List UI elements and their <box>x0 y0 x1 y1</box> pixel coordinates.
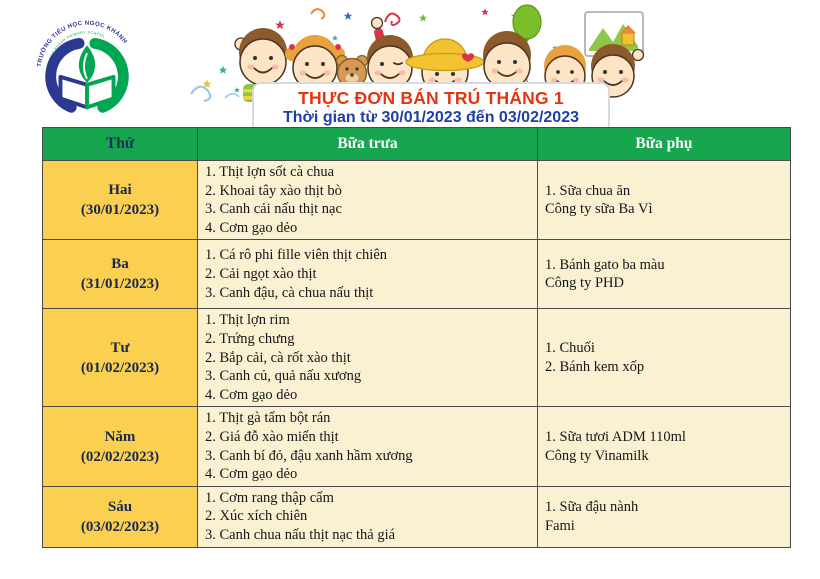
logo-arc-subtext: NGOC KHANH PRIMARY SCHOOL <box>47 30 107 64</box>
column-header-snack: Bữa phụ <box>538 128 791 161</box>
day-name: Sáu <box>107 498 133 515</box>
menu-item: 3. Canh chua nấu thịt nạc thả giá <box>205 526 396 543</box>
snack-cell <box>538 309 791 407</box>
day-name: Ba <box>111 256 129 273</box>
day-name: Tư <box>110 339 130 356</box>
day-cell <box>43 309 198 407</box>
menu-item: 1. Sữa tươi ADM 110ml <box>545 428 686 445</box>
table-row <box>43 240 791 309</box>
menu-item: 1. Thịt gà tẩm bột rán <box>205 410 331 427</box>
menu-item: 4. Cơm gạo dẻo <box>205 466 298 483</box>
menu-item: 2. Xúc xích chiên <box>205 508 308 525</box>
school-logo <box>28 8 146 126</box>
title-banner <box>252 82 610 133</box>
day-cell <box>43 240 198 309</box>
menu-item: 4. Cơm gạo dẻo <box>205 386 298 403</box>
menu-item: 1. Sữa đậu nành <box>545 499 639 516</box>
day-date: (02/02/2023) <box>80 448 160 465</box>
table-row <box>43 309 791 407</box>
menu-item: Công ty sữa Ba Vì <box>545 201 653 218</box>
child-winking-boy <box>367 18 413 91</box>
day-cell <box>43 407 198 486</box>
snack-cell <box>538 240 791 309</box>
page-title: THỰC ĐƠN BÁN TRÚ THÁNG 1 <box>298 87 564 108</box>
menu-item: 1. Thịt lợn rim <box>205 312 290 329</box>
menu-item: 3. Canh đậu, cà chua nấu thịt <box>205 284 374 301</box>
menu-item: 1. Cơm rang thập cẩm <box>205 489 334 506</box>
day-cell <box>43 486 198 547</box>
column-header-day: Thứ <box>43 128 198 161</box>
table-row <box>43 407 791 486</box>
menu-item: 3. Canh bí đỏ, đậu xanh hầm xương <box>205 447 413 464</box>
day-name: Năm <box>104 428 136 445</box>
day-date: (30/01/2023) <box>80 202 160 219</box>
snack-cell <box>538 486 791 547</box>
lunch-cell <box>198 240 538 309</box>
table-row <box>43 486 791 547</box>
snack-cell <box>538 161 791 240</box>
menu-item: 2. Khoai tây xào thịt bò <box>205 182 342 199</box>
menu-item: Công ty Vinamilk <box>545 447 649 464</box>
menu-item: 4. Cơm gạo dẻo <box>205 219 298 236</box>
day-date: (01/02/2023) <box>80 359 160 376</box>
lunch-cell <box>198 407 538 486</box>
lunch-cell <box>198 161 538 240</box>
menu-item: Fami <box>545 517 575 534</box>
snack-cell <box>538 407 791 486</box>
menu-item: 1. Sữa chua ăn <box>545 182 631 199</box>
menu-table <box>42 127 791 548</box>
header-row <box>43 128 791 161</box>
lunch-cell <box>198 309 538 407</box>
day-cell <box>43 161 198 240</box>
column-header-lunch: Bữa trưa <box>198 128 538 161</box>
logo-arc-text: TRƯỜNG TIỂU HỌC NGỌC KHÁNH <box>35 19 129 68</box>
day-date: (03/02/2023) <box>80 518 160 535</box>
menu-item: 1. Bánh gato ba màu <box>545 256 665 273</box>
menu-item: 3. Canh cải nấu thịt nạc <box>205 201 342 218</box>
day-date: (31/01/2023) <box>80 276 160 293</box>
menu-item: 3. Canh củ, quả nấu xương <box>205 368 362 385</box>
date-range-subtitle: Thời gian từ 30/01/2023 đến 03/02/2023 <box>283 108 579 126</box>
menu-item: 2. Bắp cải, cà rốt xào thịt <box>205 349 351 366</box>
menu-item: 1. Chuối <box>545 340 595 357</box>
menu-item: 2. Trứng chưng <box>205 330 295 347</box>
menu-item: 1. Cá rô phi fille viên thịt chiên <box>205 247 388 264</box>
child-brown-hair-boy <box>483 31 531 89</box>
lunch-cell <box>198 486 538 547</box>
day-name: Hai <box>108 182 132 199</box>
menu-item: 2. Bánh kem xốp <box>545 358 645 375</box>
menu-item: Công ty PHD <box>545 275 624 292</box>
menu-item: 1. Thịt lợn sốt cà chua <box>205 164 335 180</box>
menu-item: 2. Giá đỗ xào miến thịt <box>205 428 339 445</box>
menu-item: 2. Cải ngọt xào thịt <box>205 266 317 283</box>
table-row <box>43 161 791 240</box>
